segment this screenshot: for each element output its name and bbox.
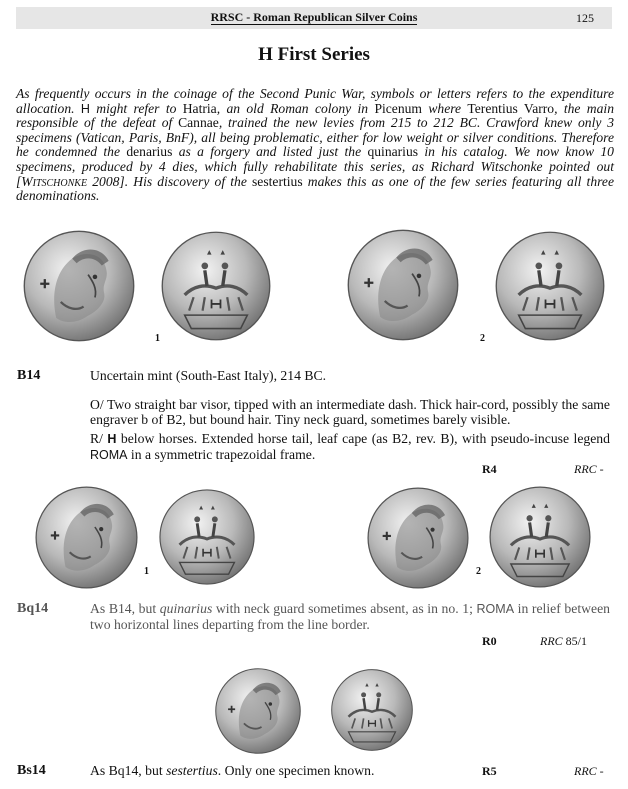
entry-bq14-text: As B14, but quinarius with neck guard sometimes absent, as in no. 1; ROMA in relief between two horizontal lines departing from the line border. bbox=[90, 601, 610, 632]
entry-bs14-text: As Bq14, but sestertius. Only one specimen known. bbox=[90, 763, 375, 778]
rrc-ref-bq14: RRC 85/1 bbox=[540, 634, 588, 648]
entry-b14-mint: Uncertain mint (South-East Italy), 214 BC. bbox=[90, 368, 327, 383]
running-header bbox=[16, 7, 612, 29]
rarity-bq14: R0 bbox=[482, 634, 497, 648]
coin-bs14-obverse bbox=[214, 667, 302, 755]
rrc-ref-bs14: RRC - bbox=[574, 764, 604, 778]
section-title: H First Series bbox=[258, 44, 370, 65]
coin-b14-2-reverse bbox=[494, 230, 606, 342]
page-number: 125 bbox=[576, 11, 594, 25]
coin-bq14-1-reverse bbox=[158, 488, 256, 586]
entry-b14-reverse: R/ H below horses. Extended horse tail, leaf cape (as B2, rev. B), with pseudo-incuse legend ROMA in a symmetric trapezoidal frame. bbox=[90, 431, 610, 462]
coin-bq14-2-reverse bbox=[488, 485, 592, 589]
rarity-b14: R4 bbox=[482, 462, 497, 476]
entry-id-bs14: Bs14 bbox=[17, 763, 46, 778]
entry-id-bq14: Bq14 bbox=[17, 601, 49, 616]
entry-id-b14: B14 bbox=[17, 368, 41, 383]
coin-bq14-2-obverse bbox=[366, 486, 470, 590]
entry-b14-obverse: O/ Two straight bar visor, tipped with an intermediate dash. Thick hair-cord, possibly the same engraver b of B2, but bound hair. Tiny neck guard, sometimes barely visible. bbox=[90, 397, 610, 427]
rrc-ref-b14: RRC - bbox=[574, 462, 604, 476]
coin-b14-1-reverse bbox=[160, 230, 272, 342]
plate-number-bq14-1: 1 bbox=[144, 566, 149, 577]
plate-number-b14-1: 1 bbox=[155, 333, 160, 344]
coin-bs14-reverse bbox=[330, 668, 414, 752]
coin-b14-1-obverse bbox=[22, 229, 136, 343]
header-title: RRSC - Roman Republican Silver Coins bbox=[210, 10, 418, 24]
plate-number-bq14-2: 2 bbox=[476, 566, 481, 577]
plate-number-b14-2: 2 bbox=[480, 333, 485, 344]
coin-bq14-1-obverse bbox=[34, 485, 139, 590]
rarity-bs14: R5 bbox=[482, 764, 497, 778]
intro-paragraph: As frequently occurs in the coinage of the Second Punic War, symbols or letters refers to the expenditure allocation. H might refer to Hatria, an old Roman colony in Picenum where Terentius Varro, the main responsible of the defeat of Cannae, trained the new levies from 215 to 212 BC. Crawford knew only 3 specimens (Vatican, Paris, BnF), all being problematic, either for low weight or silver conditions. Therefore he condemned the denarius as a forgery and listed just the quinarius in his catalog. We now know 10 specimens, produced by 4 dies, which fully rehabilitate this series, as Richard Witschonke pointed out [Witschonke 2008]. His discovery of the sestertius makes this as one of the few series featuring all three denominations. bbox=[16, 86, 614, 204]
coin-b14-2-obverse bbox=[346, 228, 460, 342]
